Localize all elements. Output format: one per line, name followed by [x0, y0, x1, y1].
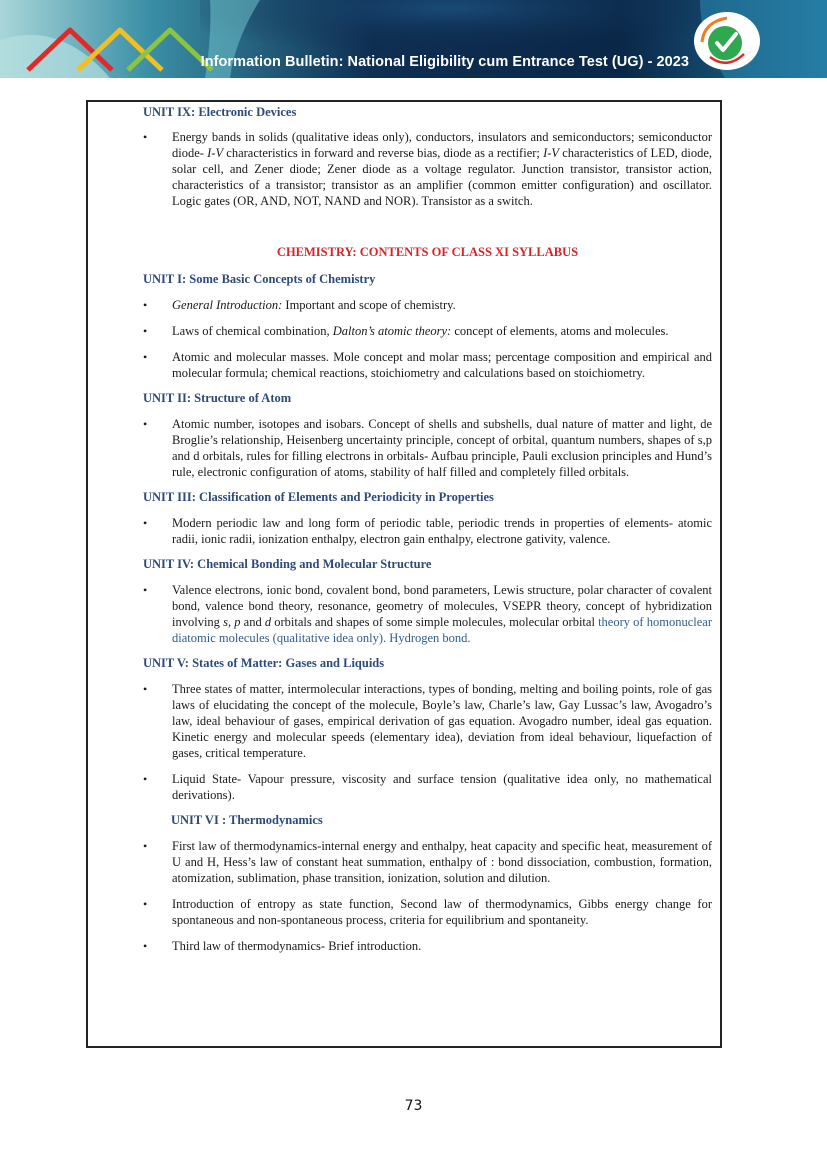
- unit-1-heading: UNIT I: Some Basic Concepts of Chemistry: [143, 272, 376, 286]
- list-item: • Liquid State- Vapour pressure, viscosity and surface tension (qualitative idea only, no mathematical derivations).: [143, 771, 712, 803]
- list-item: • Energy bands in solids (qualitative ideas only), conductors, insulators and semiconductors; semiconductor diode- I-V characteristics in forward and reverse bias, diode as a rectifier; I-V characteristics of LED, diode, solar cell, and Zener diode; Zener diode as a voltage regulator. Junction transistor, transistor action, characteristics of a transistor; transistor as an amplifier (common emitter configuration) and oscillator. Logic gates (OR, AND, NOT, NAND and NOR). Transistor as a switch.: [143, 129, 712, 209]
- unit-6-heading: UNIT VI : Thermodynamics: [171, 813, 323, 827]
- checkmark-logo-icon: [692, 10, 762, 72]
- unit-1-list: [143, 297, 712, 381]
- list-item: • General Introduction: Important and scope of chemistry.: [143, 297, 712, 313]
- list-item: • Third law of thermodynamics- Brief introduction.: [143, 938, 712, 954]
- list-item: • First law of thermodynamics-internal energy and enthalpy, heat capacity and specific heat, measurement of U and H, Hess’s law of constant heat summation, enthalpy of : bond dissociation, combustion, formation, atomization, sublimation, phase transition, ionization, solution and dilution.: [143, 838, 712, 886]
- list-item: • Laws of chemical combination, Dalton’s atomic theory: concept of elements, atoms and molecules.: [143, 323, 712, 339]
- chemistry-section-heading: CHEMISTRY: CONTENTS OF CLASS XI SYLLABUS: [276, 245, 579, 259]
- list-item: • Atomic number, isotopes and isobars. Concept of shells and subshells, dual nature of matter and light, de Broglie’s relationship, Heisenberg uncertainty principle, concept of orbital, quantum numbers, shapes of s,p and d orbitals, rules for filling electrons in orbitals- Aufbau principle, Pauli exclusion principles and Hund’s rule, electronic configuration of atoms, stability of half filled and completely filled orbitals.: [143, 416, 712, 480]
- unit-9-heading: UNIT IX: Electronic Devices: [143, 105, 297, 119]
- unit-5-list: [143, 681, 712, 803]
- page-number: 73: [404, 1098, 423, 1114]
- list-item: • Introduction of entropy as state function, Second law of thermodynamics, Gibbs energy change for spontaneous and non-spontaneous process, criteria for equilibrium and spontaneity.: [143, 896, 712, 928]
- list-item: • Three states of matter, intermolecular interactions, types of bonding, melting and boiling points, role of gas laws of elucidating the concept of the molecule, Boyle’s law, Charle’s law, Gay Lussac’s law, Avogadro’s law, ideal behaviour of gases, empirical derivation of gas equation. Avogadro number, ideal gas equation. Kinetic energy and molecular speeds (elementary idea), deviation from ideal behaviour, liquefaction of gases, critical temperature.: [143, 681, 712, 761]
- list-item: • Modern periodic law and long form of periodic table, periodic trends in properties of elements- atomic radii, ionic radii, ionization enthalpy, electron gain enthalpy, electrone gativity, valence.: [143, 515, 712, 547]
- unit-4-list: [143, 582, 712, 646]
- header-banner: [0, 0, 827, 78]
- bulletin-title: Information Bulletin: National Eligibility cum Entrance Test (UG) - 2023: [200, 54, 689, 70]
- syllabus-content-box: [86, 100, 722, 1048]
- unit-2-heading: UNIT II: Structure of Atom: [143, 391, 292, 405]
- list-item: • Atomic and molecular masses. Mole concept and molar mass; percentage composition and empirical and molecular formula; chemical reactions, stoichiometry and calculations based on stoichiometry.: [143, 349, 712, 381]
- unit-4-heading: UNIT IV: Chemical Bonding and Molecular Structure: [143, 557, 432, 571]
- list-item: • Valence electrons, ionic bond, covalent bond, bond parameters, Lewis structure, polar character of covalent bond, valence bond theory, resonance, geometry of molecules, VSEPR theory, concept of hybridization involving s, p and d orbitals and shapes of some simple molecules, molecular orbital theory of homonuclear diatomic molecules (qualitative idea only). Hydrogen bond.: [143, 582, 712, 646]
- unit-3-list: [143, 515, 712, 547]
- unit-9-list: [143, 129, 712, 209]
- unit-2-list: [143, 416, 712, 480]
- unit-5-heading: UNIT V: States of Matter: Gases and Liquids: [143, 656, 385, 670]
- unit-6-list: [143, 838, 712, 954]
- unit-3-heading: UNIT III: Classification of Elements and Periodicity in Properties: [143, 490, 494, 504]
